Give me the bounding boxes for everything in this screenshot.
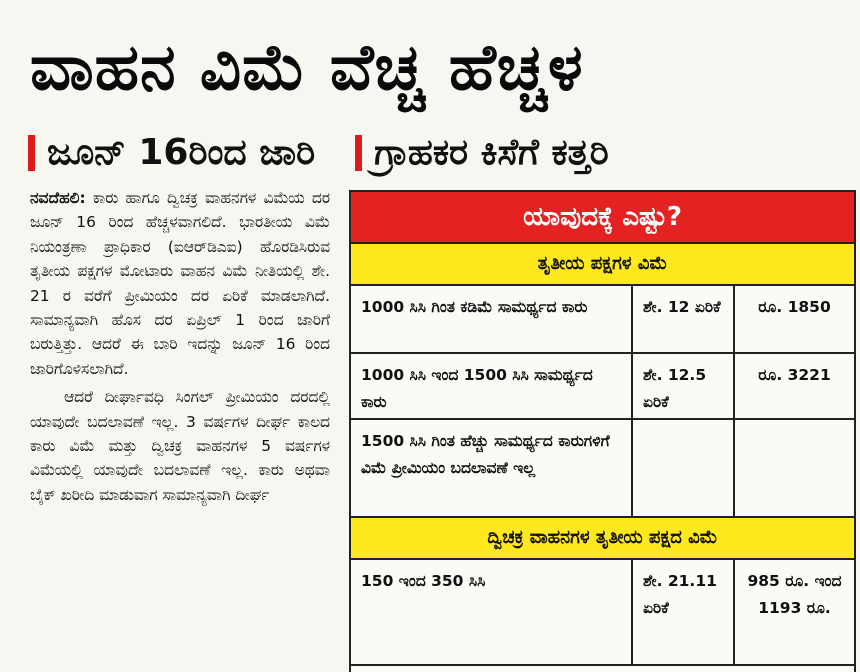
premium-amount: ರೂ. 1850	[758, 298, 831, 316]
vehicle-category: 150 ಇಂದ 350 ಸಿಸಿ	[351, 560, 633, 664]
premium-table	[349, 190, 856, 672]
article-body	[30, 186, 330, 672]
article-paragraph: ಆದರೆ ದೀರ್ಘಾವಧಿ ಸಿಂಗಲ್ ಪ್ರೀಮಿಯಂ ದರದಲ್ಲಿ ಯಾವುದೇ ಬದಲಾವಣೆ ಇಲ್ಲ. 3 ವರ್ಷಗಳ ದೀರ್ಘ ಕಾಲದ ಕಾರು ವಿಮೆ ಮತ್ತು ದ್ವಿಚಕ್ರ ವಾಹನಗಳ 5 ವರ್ಷಗಳ ವಿಮೆಯಲ್ಲಿ ಯಾವುದೇ ಬದಲಾವಣೆ ಇಲ್ಲ. ಕಾರು ಅಥವಾ ಬೈಕ್ ಖರೀದಿ ಮಾಡುವಾಗ ಸಾಮಾನ್ಯವಾಗಿ ದೀರ್ಘ	[30, 388, 330, 504]
dateline: ನವದೆಹಲಿ:	[30, 189, 86, 207]
premium-amount	[735, 420, 854, 516]
red-bar-marker	[28, 135, 35, 171]
vehicle-category: 1000 ಸಿಸಿ ಇಂದ 1500 ಸಿಸಿ ಸಾಮರ್ಥ್ಯದ ಕಾರು	[351, 354, 633, 418]
hike-percent	[633, 420, 735, 516]
table-row	[351, 354, 854, 420]
premium-amount: ರೂ. 3221	[758, 366, 831, 384]
paragraph-text: ಕಾರು ಹಾಗೂ ದ್ವಿಚಕ್ರ ವಾಹನಗಳ ವಿಮೆಯ ದರ ಜೂನ್ 16 ರಿಂದ ಹೆಚ್ಚಳವಾಗಲಿದೆ. ಭಾರತೀಯ ವಿಮೆ ನಿಯಂತ್ರಣಾ ಪ್ರಾಧಿಕಾರ (ಐಆರ್‌ಡಿಎಐ) ಹೊರಡಿಸಿರುವ ತೃತೀಯ ಪಕ್ಷಗಳ ಮೋಟಾರು ವಾಹನ ವಿಮೆ ನೀತಿಯಲ್ಲಿ ಶೇ. 21 ರ ವರೆಗೆ ಪ್ರೀಮಿಯಂ ದರ ಏರಿಕೆ ಮಾಡಲಾಗಿದೆ. ಸಾಮಾನ್ಯವಾಗಿ ಹೊಸ ದರ ಏಪ್ರಿಲ್ 1 ರಿಂದ ಜಾರಿಗೆ ಬರುತ್ತಿತ್ತು. ಆದರೆ ಈ ಬಾರಿ ಇದನ್ನು ಜೂನ್ 16 ರಿಂದ ಜಾರಿಗೊಳಿಸಲಾಗಿದೆ.	[30, 189, 330, 378]
article-paragraph	[30, 186, 330, 381]
headline: ವಾಹನ ವಿಮೆ ವೆಚ್ಚ ಹೆಚ್ಚಳ	[30, 31, 584, 105]
vehicle-category: 1000 ಸಿಸಿ ಗಿಂತ ಕಡಿಮೆ ಸಾಮರ್ಥ್ಯದ ಕಾರು	[351, 286, 633, 352]
section-heading: ದ್ವಿಚಕ್ರ ವಾಹನಗಳ ತೃತೀಯ ಪಕ್ಷದ ವಿಮೆ	[351, 518, 854, 560]
hike-percent: ಶೇ. 21.11 ಏರಿಕೆ	[633, 560, 735, 664]
subheading-date: ಜೂನ್ 16ರಿಂದ ಜಾರಿ	[47, 132, 316, 173]
subheading-bar	[28, 126, 858, 180]
hike-percent: ಶೇ. 12 ಏರಿಕೆ	[633, 286, 735, 352]
section-heading: ತೃತೀಯ ಪಕ್ಷಗಳ ವಿಮೆ	[351, 244, 854, 286]
premium-amount: 985 ರೂ. ಇಂದ 1193 ರೂ.	[747, 572, 842, 617]
subheading-impact: ಗ್ರಾಹಕರ ಕಿಸೆಗೆ ಕತ್ತರಿ	[374, 132, 609, 173]
table-title: ಯಾವುದಕ್ಕೆ ಎಷ್ಟು?	[351, 192, 854, 244]
hike-percent: ಶೇ. 12.5 ಏರಿಕೆ	[633, 354, 735, 418]
table-row	[351, 560, 854, 666]
table-row	[351, 420, 854, 518]
table-row	[351, 286, 854, 354]
vehicle-category: 1500 ಸಿಸಿ ಗಿಂತ ಹೆಚ್ಚು ಸಾಮರ್ಥ್ಯದ ಕಾರುಗಳಿಗೆ ವಿಮೆ ಪ್ರೀಮಿಯಂ ಬದಲಾವಣೆ ಇಲ್ಲ	[351, 420, 633, 516]
red-bar-marker	[355, 135, 362, 171]
